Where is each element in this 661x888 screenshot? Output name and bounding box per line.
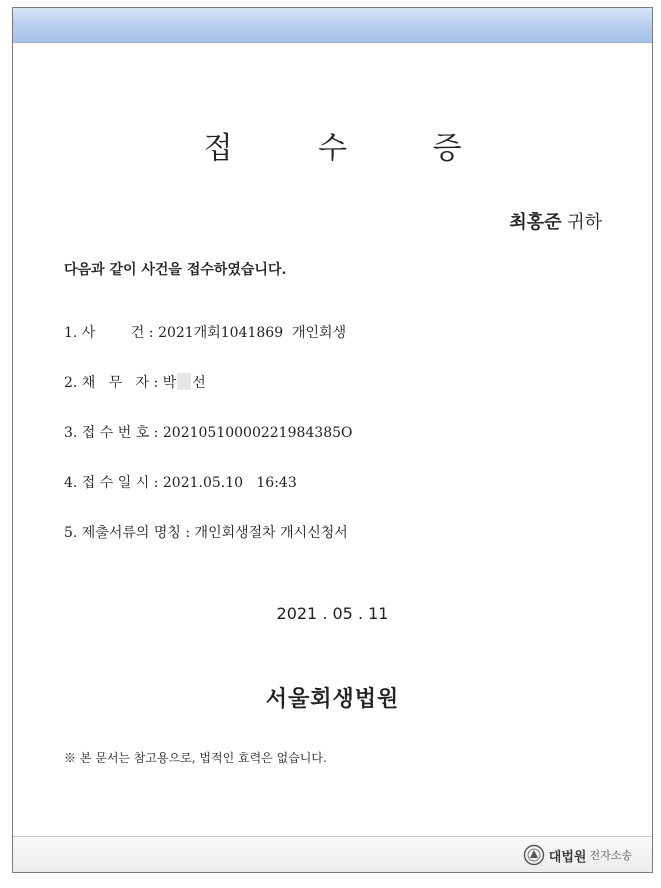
field-debtor: [64, 372, 206, 392]
field-receipt-datetime-label: 4. 접 수 일 시 :: [64, 475, 163, 491]
logo-brand: 대법원: [548, 849, 587, 865]
field-receipt-datetime: [64, 472, 297, 492]
field-document-name: [64, 522, 348, 542]
logo-brand-sub: 전자소송: [589, 849, 632, 862]
court-name: 서울회생법원: [265, 686, 400, 712]
field-receipt-number-value: 20210510000221984385O: [162, 425, 353, 441]
field-debtor-value-suffix: 선: [192, 375, 206, 391]
field-receipt-number-label: 3. 접 수 번 호 :: [64, 425, 163, 441]
recipient-name: 최홍준: [509, 212, 562, 233]
field-document-name-label: 5. 제출서류의 명칭 :: [64, 525, 195, 541]
document-page: [12, 7, 653, 873]
field-document-name-value: 개인회생절차 개시신청서: [194, 525, 348, 541]
field-receipt-number: [64, 422, 353, 442]
field-case-label: 1. 사 건 :: [64, 325, 159, 341]
masked-name-block: [177, 373, 191, 390]
field-receipt-datetime-value: 2021.05.10 16:43: [162, 475, 297, 491]
field-case-value: 2021개회1041869 개인회생: [158, 325, 347, 341]
field-debtor-value-prefix: 박: [162, 375, 177, 391]
recipient: [509, 208, 602, 234]
intro-text: 다음과 같이 사건을 접수하였습니다.: [64, 262, 287, 278]
court-emblem-icon: [523, 844, 545, 866]
field-debtor-label: 2. 채 무 자 :: [64, 375, 163, 391]
footer-bar: [13, 836, 652, 872]
recipient-honorific: 귀하: [561, 212, 602, 233]
supreme-court-logo: [523, 844, 632, 866]
document-title: 접 수 증: [203, 131, 500, 166]
notice-text: ※ 본 문서는 참고용으로, 법적인 효력은 없습니다.: [64, 751, 327, 765]
document-date: 2021 . 05 . 11: [276, 604, 389, 623]
header-bar: [13, 8, 652, 43]
field-case: [64, 322, 346, 342]
